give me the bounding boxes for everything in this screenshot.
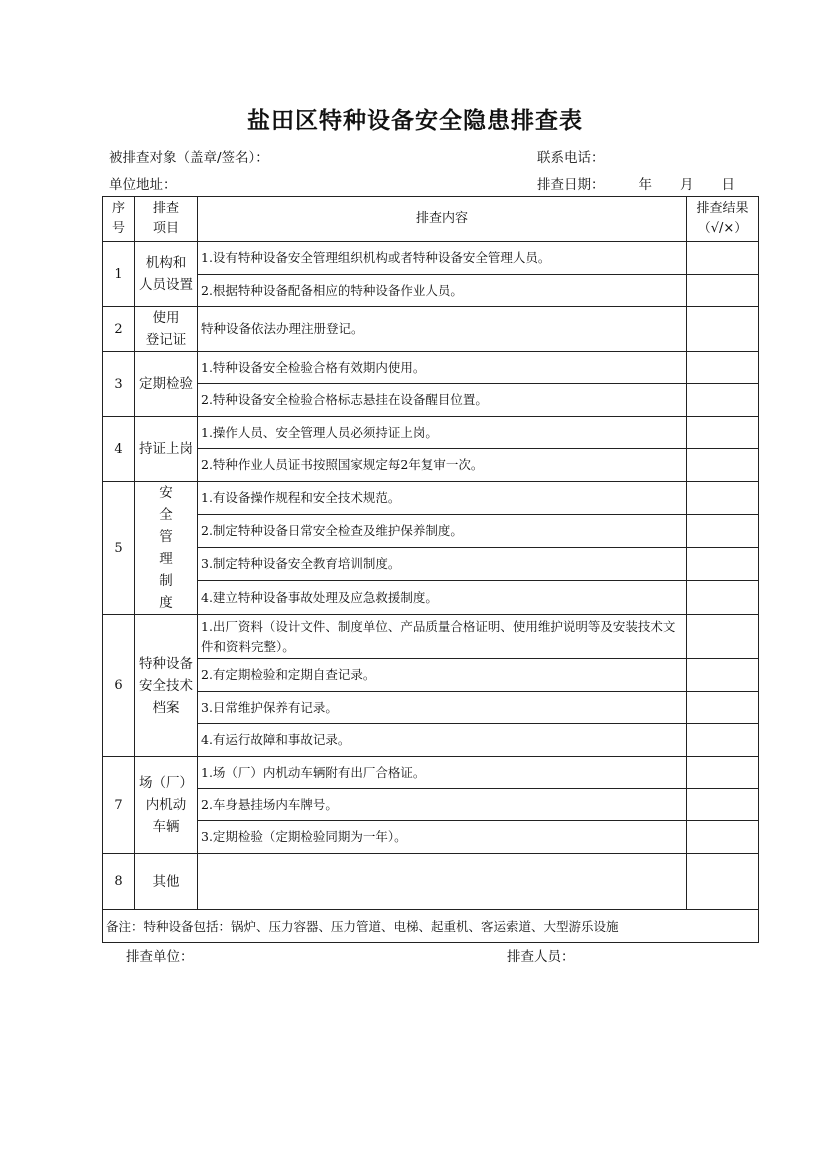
row-index: 5 xyxy=(103,482,135,615)
result-cell[interactable] xyxy=(687,514,759,548)
row-index: 2 xyxy=(103,307,135,352)
target-label: 被排查对象（盖章/签名）： xyxy=(109,150,269,166)
table-row xyxy=(103,514,759,548)
table-row xyxy=(103,724,759,757)
col-item-header: 排查 项目 xyxy=(135,197,198,242)
row-item: 其他 xyxy=(135,854,198,910)
inspection-unit-label: 排查单位： xyxy=(126,949,194,965)
result-cell[interactable] xyxy=(687,692,759,724)
row-content: 2.车身悬挂场内车牌号。 xyxy=(198,789,687,821)
row-item: 使用 登记证 xyxy=(135,307,198,352)
table-row xyxy=(103,659,759,692)
row-content: 2.有定期检验和定期自查记录。 xyxy=(198,659,687,692)
row-item: 机构和 人员设置 xyxy=(135,242,198,307)
row-content: 1.操作人员、安全管理人员必须持证上岗。 xyxy=(198,417,687,449)
result-cell[interactable] xyxy=(687,548,759,581)
table-row xyxy=(103,757,759,789)
inspection-table xyxy=(102,196,759,943)
page-title: 盐田区特种设备安全隐患排查表 xyxy=(247,108,583,134)
row-item: 定期检验 xyxy=(135,352,198,417)
result-cell[interactable] xyxy=(687,417,759,449)
year-label: 年 xyxy=(638,177,652,193)
row-content: 3.定期检验（定期检验同期为一年）。 xyxy=(198,821,687,854)
row-item: 场（厂） 内机动 车辆 xyxy=(135,757,198,854)
table-row xyxy=(103,307,759,352)
row-content: 4.建立特种设备事故处理及应急救援制度。 xyxy=(198,581,687,615)
table-row xyxy=(103,384,759,417)
row-item: 特种设备 安全技术 档案 xyxy=(135,615,198,757)
phone-label: 联系电话： xyxy=(537,150,605,166)
row-content: 3.制定特种设备安全教育培训制度。 xyxy=(198,548,687,581)
result-cell[interactable] xyxy=(687,242,759,275)
table-row xyxy=(103,352,759,384)
result-cell[interactable] xyxy=(687,724,759,757)
result-cell[interactable] xyxy=(687,275,759,307)
row-index: 8 xyxy=(103,854,135,910)
table-row xyxy=(103,581,759,615)
table-header-row xyxy=(103,197,759,242)
note-row xyxy=(103,910,759,943)
result-cell[interactable] xyxy=(687,482,759,515)
result-cell[interactable] xyxy=(687,659,759,692)
row-content: 1.设有特种设备安全管理组织机构或者特种设备安全管理人员。 xyxy=(198,242,687,275)
table-row xyxy=(103,275,759,307)
table-row xyxy=(103,615,759,659)
table-row xyxy=(103,242,759,275)
result-cell[interactable] xyxy=(687,352,759,384)
inspector-label: 排查人员： xyxy=(507,949,575,965)
row-item: 安 全 管 理 制 度 xyxy=(135,482,198,615)
table-row xyxy=(103,821,759,854)
result-cell[interactable] xyxy=(687,821,759,854)
row-content: 4.有运行故障和事故记录。 xyxy=(198,724,687,757)
result-cell[interactable] xyxy=(687,581,759,615)
row-content xyxy=(198,854,687,910)
result-cell[interactable] xyxy=(687,757,759,789)
row-content: 1.场（厂）内机动车辆附有出厂合格证。 xyxy=(198,757,687,789)
result-cell[interactable] xyxy=(687,307,759,352)
table-row xyxy=(103,854,759,910)
result-cell[interactable] xyxy=(687,789,759,821)
table-row xyxy=(103,482,759,515)
row-index: 1 xyxy=(103,242,135,307)
row-content: 特种设备依法办理注册登记。 xyxy=(198,307,687,352)
result-cell[interactable] xyxy=(687,615,759,659)
row-index: 7 xyxy=(103,757,135,854)
result-cell[interactable] xyxy=(687,449,759,482)
date-field xyxy=(537,173,763,193)
month-label: 月 xyxy=(680,177,694,193)
col-result-header: 排查结果 （√/×） xyxy=(687,197,759,242)
col-index-header: 序 号 xyxy=(103,197,135,242)
result-cell[interactable] xyxy=(687,854,759,910)
row-index: 6 xyxy=(103,615,135,757)
note-text: 备注：特种设备包括：锅炉、压力容器、压力管道、电梯、起重机、客运索道、大型游乐设施 xyxy=(103,910,759,943)
result-cell[interactable] xyxy=(687,384,759,417)
table-row xyxy=(103,692,759,724)
table-row xyxy=(103,449,759,482)
row-index: 4 xyxy=(103,417,135,482)
col-content-header: 排查内容 xyxy=(198,197,687,242)
row-content: 2.制定特种设备日常安全检查及维护保养制度。 xyxy=(198,514,687,548)
row-item: 持证上岗 xyxy=(135,417,198,482)
row-content: 2.特种设备安全检验合格标志悬挂在设备醒目位置。 xyxy=(198,384,687,417)
day-label: 日 xyxy=(721,177,735,193)
row-content: 2.特种作业人员证书按照国家规定每2年复审一次。 xyxy=(198,449,687,482)
row-content: 1.特种设备安全检验合格有效期内使用。 xyxy=(198,352,687,384)
table-row xyxy=(103,789,759,821)
address-label: 单位地址： xyxy=(109,177,177,193)
table-row xyxy=(103,417,759,449)
row-content: 1.有设备操作规程和安全技术规范。 xyxy=(198,482,687,515)
row-content: 1.出厂资料（设计文件、制度单位、产品质量合格证明、使用维护说明等及安装技术文件和资料完整）。 xyxy=(198,615,687,659)
row-index: 3 xyxy=(103,352,135,417)
row-content: 2.根据特种设备配备相应的特种设备作业人员。 xyxy=(198,275,687,307)
date-label: 排查日期： xyxy=(537,177,605,193)
table-row xyxy=(103,548,759,581)
row-content: 3.日常维护保养有记录。 xyxy=(198,692,687,724)
